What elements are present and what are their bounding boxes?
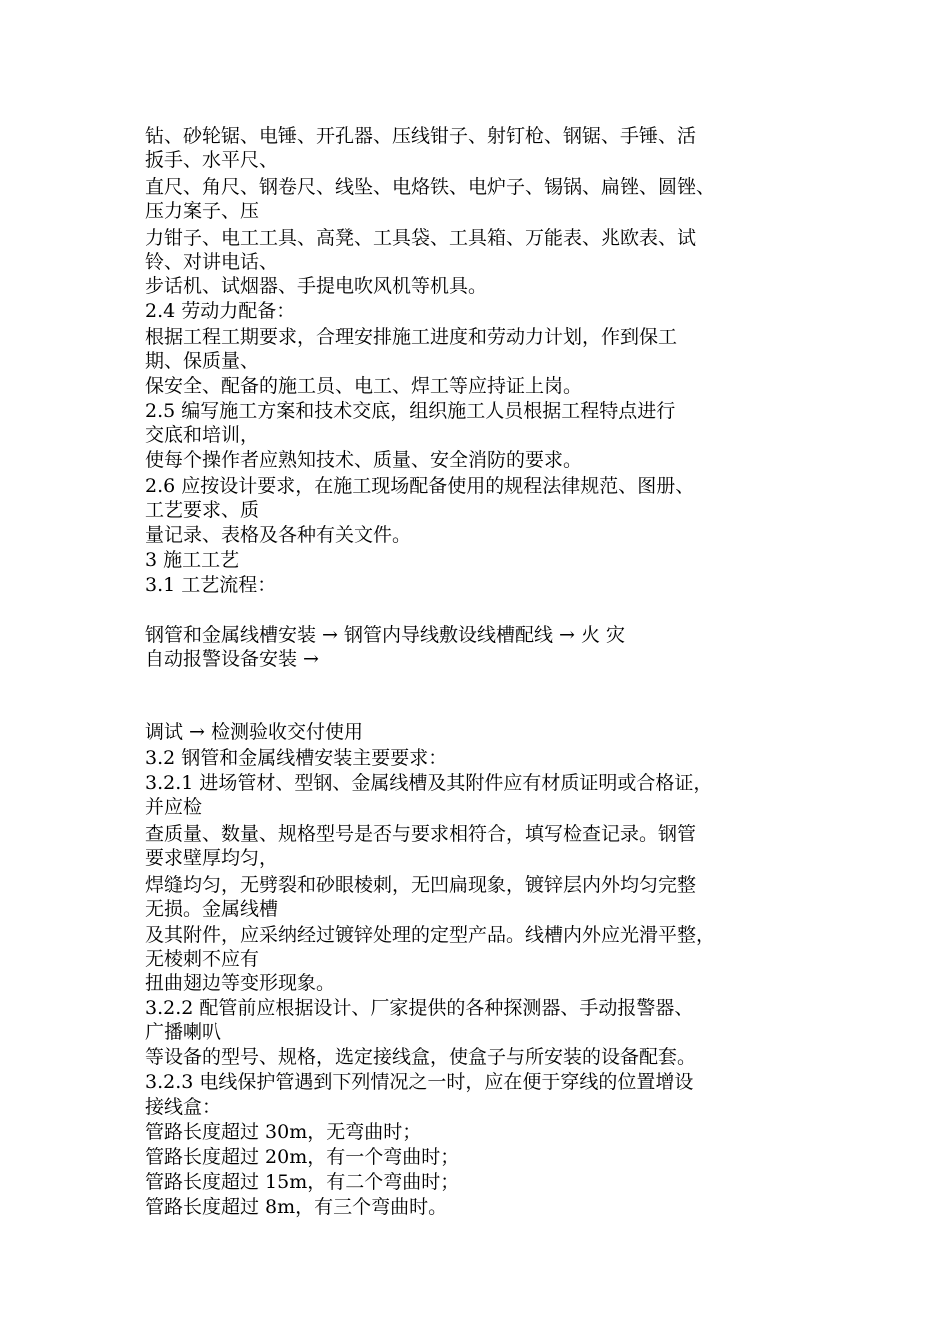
- text-line: 期、保质量、: [145, 350, 260, 372]
- list-item: 管路长度超过 20m，有一个弯曲时；: [145, 1146, 460, 1168]
- text-line: 铃、对讲电话、: [145, 251, 279, 273]
- list-item: 管路长度超过 30m，无弯曲时；: [145, 1121, 422, 1143]
- text-line: 根据工程工期要求，合理安排施工进度和劳动力计划，作到保工: [145, 326, 678, 348]
- list-item: 管路长度超过 8m，有三个弯曲时。: [145, 1196, 448, 1218]
- text-line: 交底和培训，: [145, 424, 260, 446]
- text-line: 钻、砂轮锯、电锤、开孔器、压线钳子、射钉枪、钢锯、手锤、活: [145, 125, 697, 147]
- section-heading: 2.4 劳动力配备：: [145, 300, 296, 322]
- text-line: 保安全、配备的施工员、电工、焊工等应持证上岗。: [145, 375, 583, 397]
- text-line: 无棱刺不应有: [145, 948, 260, 970]
- section-heading: 3.1 工艺流程：: [145, 574, 277, 596]
- process-flow-line: 调试 → 检测验收交付使用: [145, 721, 363, 743]
- text-line: 压力案子、压: [145, 200, 260, 222]
- text-line: 步话机、试烟器、手提电吹风机等机具。: [145, 275, 488, 297]
- section-heading: 3 施工工艺: [145, 549, 240, 571]
- text-line: 要求壁厚均匀，: [145, 847, 279, 869]
- text-line: 力钳子、电工工具、高凳、工具袋、工具箱、万能表、兆欧表、试: [145, 227, 697, 249]
- text-line: 广播喇叭: [145, 1021, 222, 1043]
- text-line: 等设备的型号、规格，选定接线盒，使盒子与所安装的设备配套。: [145, 1046, 697, 1068]
- text-line: 2.6 应按设计要求，在施工现场配备使用的规程法律规范、图册、: [145, 475, 695, 497]
- text-line: 并应检: [145, 796, 203, 818]
- text-line: 3.2.2 配管前应根据设计、厂家提供的各种探测器、手动报警器、: [145, 997, 694, 1019]
- text-line: 焊缝均匀，无劈裂和砂眼棱刺，无凹扁现象，镀锌层内外均匀完整: [145, 874, 697, 896]
- text-line: 使每个操作者应熟知技术、质量、安全消防的要求。: [145, 449, 583, 471]
- text-line: 扭曲翅边等变形现象。: [145, 972, 336, 994]
- text-line: 2.5 编写施工方案和技术交底，组织施工人员根据工程特点进行: [145, 400, 676, 422]
- process-flow-line: 钢管和金属线槽安装 → 钢管内导线敷设线槽配线 → 火 灾: [145, 624, 626, 646]
- text-line: 无损。金属线槽: [145, 898, 279, 920]
- process-flow-line: 自动报警设备安装 →: [145, 648, 319, 670]
- text-line: 工艺要求、质: [145, 499, 260, 521]
- section-heading: 3.2 钢管和金属线槽安装主要要求：: [145, 747, 448, 769]
- text-line: 及其附件，应采纳经过镀锌处理的定型产品。线槽内外应光滑平整，: [145, 924, 716, 946]
- text-line: 查质量、数量、规格型号是否与要求相符合，填写检查记录。钢管: [145, 823, 697, 845]
- text-line: 3.2.3 电线保护管遇到下列情况之一时，应在便于穿线的位置增设: [145, 1071, 694, 1093]
- text-line: 量记录、表格及各种有关文件。: [145, 524, 412, 546]
- text-line: 接线盒：: [145, 1096, 222, 1118]
- text-line: 3.2.1 进场管材、型钢、金属线槽及其附件应有材质证明或合格证，: [145, 772, 713, 794]
- text-line: 直尺、角尺、钢卷尺、线坠、电烙铁、电炉子、锡锅、扁锉、圆锉、: [145, 176, 716, 198]
- text-line: 扳手、水平尺、: [145, 149, 279, 171]
- list-item: 管路长度超过 15m，有二个弯曲时；: [145, 1171, 460, 1193]
